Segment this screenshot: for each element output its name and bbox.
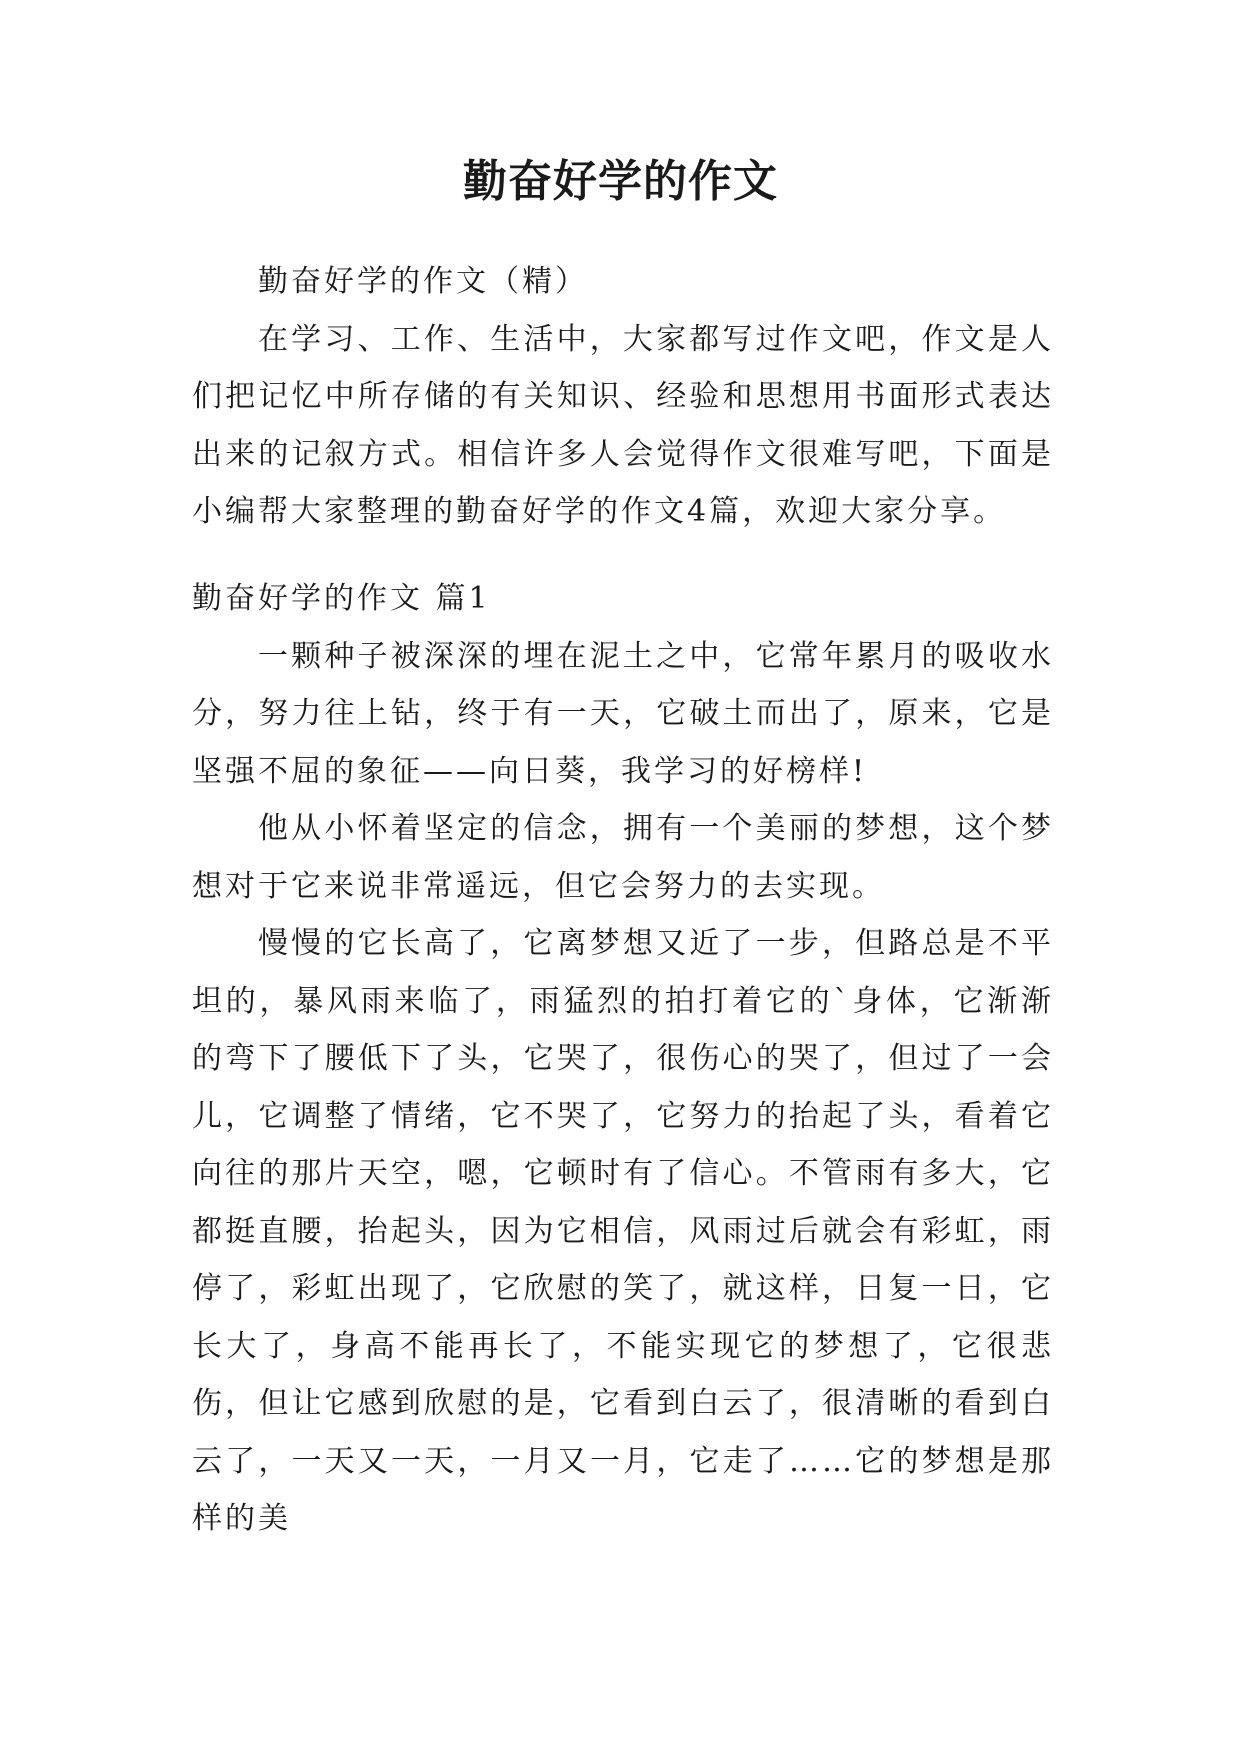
document-title: 勤奋好学的作文: [463, 156, 778, 207]
section-1-block: [192, 570, 1054, 1548]
body-paragraph-3: 慢慢的它长高了，它离梦想又近了一步，但路总是不平坦的，暴风雨来临了，雨猛烈的拍打着它的`身体，它渐渐的弯下了腰低下了头，它哭了，很伤心的哭了，但过了一会儿，它调整了情绪，它不哭了，它努力的抬起了头，看着它向往的那片天空，嗯，它顿时有了信心。不管雨有多大，它都挺直腰，抬起头，因为它相信，风雨过后就会有彩虹，雨停了，彩虹出现了，它欣慰的笑了，就这样，日复一日，它长大了，身高不能再长了，不能实现它的梦想了，它很悲伤，但让它感到欣慰的是，它看到白云了，很清晰的看到白云了，一天又一天，一月又一月，它走了……它的梦想是那样的美: [192, 926, 1054, 1536]
document-subtitle: 勤奋好学的作文（精）: [258, 264, 588, 299]
body-paragraph-2: 他从小怀着坚定的信念，拥有一个美丽的梦想，这个梦想对于它来说非常遥远，但它会努力的去实现。: [192, 811, 1054, 904]
body-paragraph-1: 一颗种子被深深的埋在泥土之中，它常年累月的吸收水分，努力往上钻，终于有一天，它破土而出了，原来，它是坚强不屈的象征——向日葵，我学习的好榜样!: [192, 638, 1054, 789]
intro-block: [192, 253, 1054, 541]
section-heading: 勤奋好学的作文 篇1: [192, 581, 491, 616]
intro-paragraph: 在学习、工作、生活中，大家都写过作文吧，作文是人们把记忆中所存储的有关知识、经验和思想用书面形式表达出来的记叙方式。相信许多人会觉得作文很难写吧，下面是小编帮大家整理的勤奋好学的作文4篇，欢迎大家分享。: [192, 321, 1054, 529]
